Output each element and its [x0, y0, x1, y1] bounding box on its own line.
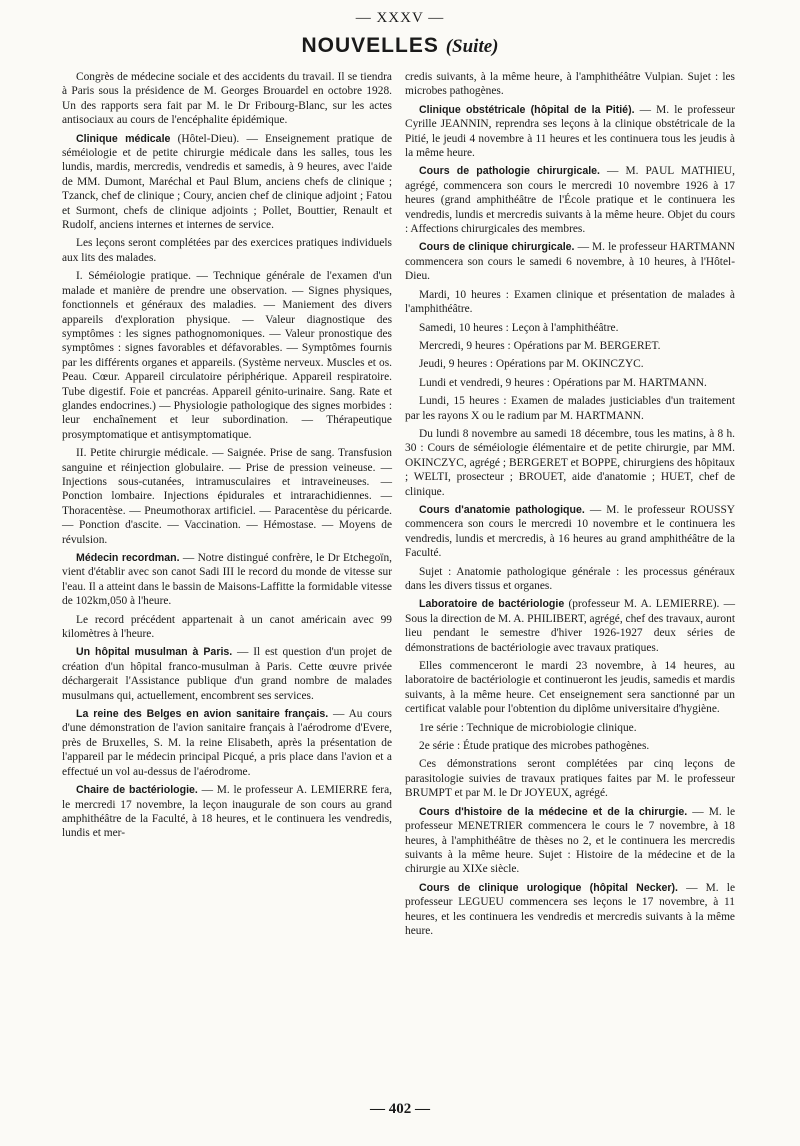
- paragraph-text: (professeur M. A. LEMIERRE). — Sous la direction de M. A. PHILIBERT, agrégé, chef des travaux, auront lieu pendant le semestre d'hiver 1926-1927 deux séries de démonstrations de bactériologie avec travaux pratiques.: [405, 598, 735, 654]
- paragraph-text: II. Petite chirurgie médicale. — Saignée. Prise de sang. Transfusion sanguine et réinjection globulaire. — Prise de pression veineuse. — Injections sous-cutanées, intramusculaires et intraveineuses. — Ponction lombaire. Injections épidurales et intrarachidiennes. — Thoracentèse. — Pneumothorax artificiel. — Paracentèse du péricarde. — Ponction d'ascite. — Vaccination. — Hémostase. — Moyens de révulsion.: [62, 447, 392, 546]
- paragraph: [62, 645, 392, 703]
- paragraph-heading: Cours de pathologie chirurgicale.: [419, 165, 600, 178]
- paragraph-heading: Cours de clinique urologique (hôpital Necker).: [419, 881, 678, 894]
- paragraph-heading: Un hôpital musulman à Paris.: [76, 646, 233, 659]
- paragraph-text: Mercredi, 9 heures : Opérations par M. BERGERET.: [419, 339, 661, 352]
- paragraph: [405, 376, 735, 390]
- paragraph-text: — Il est question d'un projet de création d'un hôpital franco-musulman à Paris. Cette œuvre privée déchargerait l'Assistance publique d'un grand nombre de malades musulmans qui, actuellement, encombrent ses services.: [62, 646, 392, 702]
- paragraph-heading: Cours de clinique chirurgicale.: [419, 241, 575, 254]
- paragraph: [405, 394, 735, 423]
- paragraph: [405, 288, 735, 317]
- page-title: [0, 34, 800, 58]
- paragraph: [405, 321, 735, 335]
- paragraph-heading: Cours d'histoire de la médecine et de la chirurgie.: [419, 805, 688, 818]
- paragraph-heading: La reine des Belges en avion sanitaire français.: [76, 708, 329, 721]
- paragraph: [405, 357, 735, 371]
- page-number: — 402 —: [370, 1101, 430, 1117]
- paragraph-text: Mardi, 10 heures : Examen clinique et présentation de malades à l'amphithéâtre.: [405, 288, 735, 316]
- paragraph: [62, 70, 392, 128]
- paragraph: [62, 613, 392, 642]
- paragraph: [405, 240, 735, 283]
- paragraph: [405, 164, 735, 236]
- paragraph-text: — M. PAUL MATHIEU, agrégé, commencera son cours le mercredi 10 novembre 1926 à 17 heures (grand amphithéâtre de l'École pratique et le continuera les vendredis, lundis et mercredis suivants à la même heure. Objet du cours : Affections chirurgicales des membres.: [405, 165, 735, 236]
- right-column: [405, 70, 735, 942]
- paragraph-text: — M. le professeur MENETRIER commencera le cours le 7 novembre, à 18 heures, à l'amphithéâtre de thèses no 2, et le continuera les mercredis suivants à la même heure. Sujet : Histoire de la médecine et de la chirurgie au XIXe siècle.: [405, 805, 735, 876]
- paragraph: [405, 103, 735, 161]
- paragraph: [405, 565, 735, 594]
- paragraph-heading: Chaire de bactériologie.: [76, 784, 198, 797]
- paragraph-text: Lundi, 15 heures : Examen de malades justiciables d'un traitement par les rayons X ou le radium par M. HARTMANN.: [405, 395, 735, 422]
- paragraph: [405, 881, 735, 939]
- paragraph: [405, 503, 735, 561]
- paragraph: [405, 721, 735, 735]
- paragraph-text: — M. le professeur LEGUEU commencera ses leçons le 17 novembre, à 11 heures, et les continuera les vendredis et mercredis suivants à la même heure.: [405, 881, 735, 937]
- paragraph: [62, 269, 392, 442]
- paragraph: [62, 783, 392, 841]
- paragraph: [405, 805, 735, 877]
- paragraph-text: Jeudi, 9 heures : Opérations par M. OKINCZYC.: [419, 358, 644, 371]
- paragraph: [405, 659, 735, 717]
- paragraph-heading: Clinique médicale: [76, 132, 171, 145]
- paragraph-text: Elles commenceront le mardi 23 novembre, à 14 heures, au laboratoire de bactériologie et continueront les jeudis, samedis et mardis suivants, à la même heure. Cet enseignement sera sanctionné par un certificat valable pour l'obtention du diplôme universitaire d'hygiène.: [405, 660, 735, 716]
- paragraph: [62, 236, 392, 265]
- paragraph: [62, 132, 392, 233]
- paragraph-heading: Clinique obstétricale (hôpital de la Pitié).: [419, 103, 635, 116]
- paragraph: [62, 707, 392, 779]
- paragraph-text: — M. le professeur A. LEMIERRE fera, le mercredi 17 novembre, la leçon inaugurale de son cours au grand amphithéâtre de la Faculté, à 18 heures, et le continuera les vendredis, lundis et mer-: [62, 784, 392, 840]
- paragraph: [405, 739, 735, 753]
- paragraph-text: credis suivants, à la même heure, à l'amphithéâtre Vulpian. Sujet : les microbes pathogènes.: [405, 71, 735, 98]
- paragraph-heading: Cours d'anatomie pathologique.: [419, 503, 585, 516]
- paragraph: [62, 446, 392, 547]
- paragraph-text: — M. le professeur HARTMANN commencera son cours le samedi 6 novembre, à 10 heures, à l'Hôtel-Dieu.: [405, 241, 735, 283]
- paragraph: [405, 427, 735, 499]
- paragraph-text: — Au cours d'une démonstration de l'avion sanitaire français à l'aérodrome d'Evere, près de Bruxelles, S. M. la reine Elisabeth, après la présentation de l'appareil par le médecin principal Picqué, a pris place dans l'avion et a effectué un vol au-dessus de l'aérodrome.: [62, 708, 392, 778]
- page-title-suffix: (Suite): [445, 36, 499, 57]
- paragraph-text: Sujet : Anatomie pathologique générale : les processus généraux dans les divers tissus et organes.: [405, 565, 735, 592]
- paragraph: [405, 70, 735, 99]
- paragraph-text: — M. le professeur Cyrille JEANNIN, reprendra ses leçons à la clinique obstétricale de la Pitié, le jeudi 4 novembre à 11 heures et les continuera tous les jeudis à la même heure.: [405, 103, 735, 160]
- paragraph-text: Lundi et vendredi, 9 heures : Opérations par M. HARTMANN.: [419, 376, 707, 389]
- paragraph-text: 2e série : Étude pratique des microbes pathogènes.: [419, 740, 650, 753]
- left-column: [62, 70, 392, 845]
- paragraph: [62, 551, 392, 609]
- page-title-main: NOUVELLES: [301, 34, 439, 57]
- paragraph-text: 1re série : Technique de microbiologie clinique.: [419, 721, 637, 734]
- paragraph-text: Ces démonstrations seront complétées par cinq leçons de parasitologie suivies de travaux pratiques faites par M. le professeur BRUMPT et par M. le Dr JOYEUX, agrégé.: [405, 758, 735, 800]
- paragraph-text: (Hôtel-Dieu). — Enseignement pratique de séméiologie et de petite chirurgie médicale dans les salles, tous les lundis, mardis, mercredis, vendredis et samedis, à 9 heures, avec l'aide de MM. Dumont, Maréchal et Paul Blum, anciens chefs de clinique ; Tzanck, chef de clinique ; Coury, ancien chef de clinique adjoint ; Fatou et Surmont, chefs de clinique adjoints ; Pollet, Bouttier, Renault et Rudolf, anciens internes et internes de service.: [62, 132, 393, 232]
- paragraph-text: Samedi, 10 heures : Leçon à l'amphithéâtre.: [419, 321, 619, 334]
- paragraph: [405, 597, 735, 655]
- paragraph-text: Le record précédent appartenait à un canot américain avec 99 kilomètres à l'heure.: [62, 613, 392, 641]
- paragraph: [405, 339, 735, 353]
- paragraph-text: — Notre distingué confrère, le Dr Etchegoïn, vient d'établir avec son canot Sadi III le record du monde de vitesse sur l'eau. Il a atteint dans le bassin de Maisons-Laffitte la formidable vitesse de 102km,050 à l'heure.: [62, 552, 392, 608]
- section-number: — XXXV —: [355, 10, 445, 26]
- paragraph-text: Congrès de médecine sociale et des accidents du travail. Il se tiendra à Paris sous la présidence de M. Georges Brouardel en octobre 1928. Un des rapports sera fait par M. le Dr Fribourg-Blanc, sur les actes antisociaux au cours de l'encéphalite épidémique.: [62, 71, 392, 127]
- paragraph-text: — M. le professeur ROUSSY commencera son cours le mercredi 10 novembre et le continuera les vendredis, lundis et mercredis, à 16 heures au grand amphithéâtre de la Faculté.: [405, 503, 736, 560]
- paragraph-text: I. Séméiologie pratique. — Technique générale de l'examen d'un malade et manière de prendre une observation. — Signes physiques, fonctionnels et généraux des maladies. — Maniement des divers appareils d'exploration physique. — Valeur diagnostique des symptômes : les signes pathognomoniques. — Valeur pronostique des symptômes : signes favorables et défavorables. — Symptômes fournis par les différents organes et appareils. (Système nerveux. Muscles et os. Peau. Cœur. Appareil circulatoire périphérique. Appareil respiratoire. Tube digestif. Foie et pancréas. Appareil génito-urinaire. Sang. Rate et glandes endocrines.) — Physiologie pathologique des signes morbides : leur enchaînement et leur subordination. — Thérapeutique prosymptomatique et antisymptomatique.: [62, 270, 392, 441]
- paragraph-heading: Laboratoire de bactériologie: [419, 598, 565, 611]
- paragraph: [405, 757, 735, 800]
- paragraph-heading: Médecin recordman.: [76, 552, 180, 564]
- paragraph-text: Du lundi 8 novembre au samedi 18 décembre, tous les matins, à 8 h. 30 : Cours de séméiologie élémentaire et de petite chirurgie, par MM. OKINCZYC, agrégé ; BERGERET et BOPPE, chirurgiens des hôpitaux ; WELTI, prosecteur ; BROUET, aide d'anatomie ; HUET, chef de clinique.: [405, 427, 735, 498]
- paragraph-text: Les leçons seront complétées par des exercices pratiques individuels aux lits des malades.: [62, 237, 392, 264]
